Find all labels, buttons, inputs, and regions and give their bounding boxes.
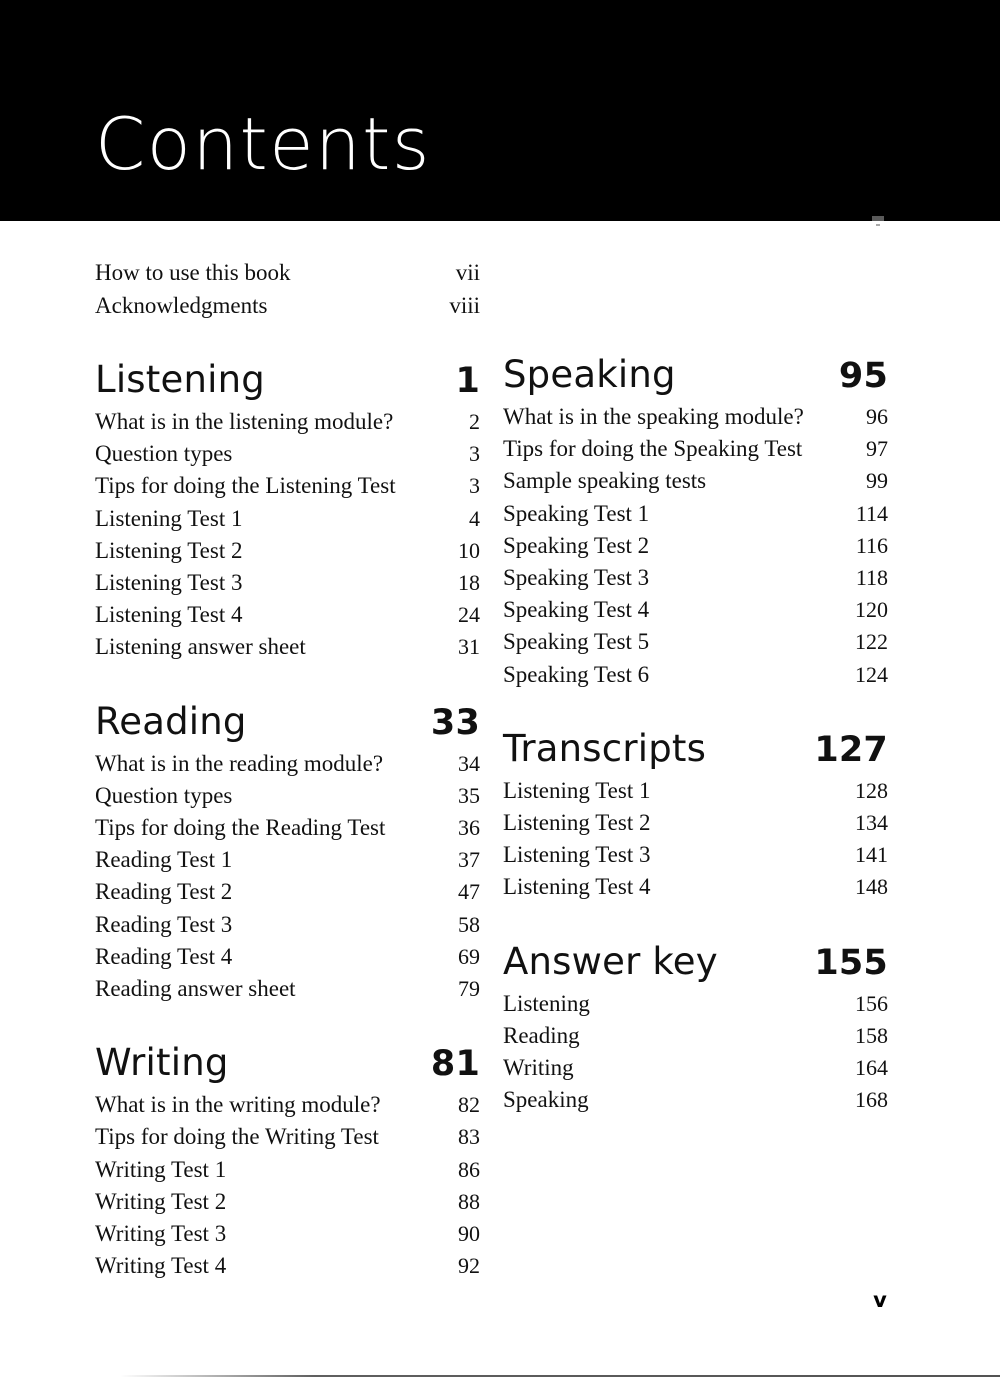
toc-entry-label-listening: Listening: [503, 990, 590, 1016]
toc-entry-page-number: 10: [458, 537, 480, 563]
toc-entry[interactable]: [95, 1186, 480, 1218]
toc-entry-page-number: 34: [458, 750, 480, 776]
scan-artifact-secondary: [876, 224, 880, 226]
toc-entry-label-speaking-test-3: Speaking Test 3: [503, 565, 650, 591]
section-heading-label: Transcripts: [503, 726, 707, 770]
section-heading-label: Writing: [95, 1041, 229, 1085]
toc-entry[interactable]: [95, 535, 480, 567]
toc-entry-page-number: 86: [458, 1156, 480, 1182]
toc-entry[interactable]: [95, 909, 480, 941]
toc-entry[interactable]: [503, 659, 888, 691]
toc-entry[interactable]: [503, 1052, 888, 1084]
toc-entry-label-reading-test-1: Reading Test 1: [95, 847, 233, 873]
toc-column-right: [503, 353, 888, 1116]
toc-entry[interactable]: [503, 988, 888, 1020]
toc-entry-page-number: 24: [458, 602, 480, 628]
section-heading-page-number: 95: [838, 356, 888, 396]
toc-entry-page-number: 69: [458, 943, 480, 969]
toc-entry-label-listening-test-2: Listening Test 2: [503, 810, 651, 836]
toc-entry-label-what-is-in-the-listening-module: What is in the listening module?: [95, 409, 394, 434]
frontmatter-page-number: vii: [455, 260, 480, 285]
toc-entry-page-number: 47: [458, 879, 480, 905]
toc-entry-label-question-types: Question types: [95, 782, 233, 808]
toc-entry[interactable]: [503, 594, 888, 626]
toc-entry[interactable]: [503, 530, 888, 562]
toc-entry-page-number: 3: [469, 473, 480, 499]
toc-entry[interactable]: [95, 876, 480, 908]
toc-entry-page-number: 92: [458, 1253, 480, 1279]
toc-entry-page-number: 114: [855, 500, 888, 526]
toc-entry-page-number: 3: [469, 441, 480, 467]
toc-entry-page-number: 18: [458, 570, 480, 596]
toc-entry-label-listening-test-4: Listening Test 4: [95, 602, 243, 628]
section-heading-label: Speaking: [503, 353, 676, 396]
toc-entry[interactable]: [95, 1121, 480, 1153]
toc-entry-label-speaking-test-2: Speaking Test 2: [503, 532, 650, 558]
masthead-band: [0, 0, 1000, 221]
toc-entry-label-speaking-test-1: Speaking Test 1: [503, 500, 650, 526]
toc-entry[interactable]: [503, 1020, 888, 1052]
frontmatter-label-acknowledgments: Acknowledgments: [95, 293, 268, 318]
toc-entry-label-tips-for-doing-the-listening-test: Tips for doing the Listening Test: [95, 473, 396, 499]
toc-entry-label-writing-test-3: Writing Test 3: [95, 1221, 227, 1247]
toc-entry-label-writing-test-1: Writing Test 1: [95, 1156, 227, 1182]
toc-entry[interactable]: [95, 503, 480, 535]
toc-entry-page-number: 99: [866, 468, 888, 494]
toc-entry-page-number: 58: [458, 911, 480, 937]
toc-entry[interactable]: [95, 599, 480, 631]
toc-entry-label-what-is-in-the-reading-module: What is in the reading module?: [95, 750, 384, 776]
section-heading-label: Listening: [95, 358, 265, 401]
toc-section-transcripts: [503, 727, 888, 904]
toc-section-answer-key: [503, 940, 888, 1117]
section-heading-page-number: 81: [430, 1044, 480, 1085]
toc-entry-label-sample-speaking-tests: Sample speaking tests: [503, 468, 707, 494]
toc-entry-page-number: 35: [458, 782, 480, 808]
toc-entry-label-reading: Reading: [503, 1022, 580, 1048]
frontmatter-label-how-to-use-this-book: How to use this book: [95, 260, 291, 285]
toc-entry-label-tips-for-doing-the-speaking-test: Tips for doing the Speaking Test: [503, 436, 803, 462]
toc-entry[interactable]: [95, 812, 480, 844]
toc-entry-label-writing-test-4: Writing Test 4: [95, 1253, 227, 1279]
section-heading-page-number: 1: [455, 361, 480, 401]
toc-entry-page-number: 120: [855, 597, 888, 623]
frontmatter-row[interactable]: [95, 256, 480, 289]
frontmatter-row[interactable]: [95, 289, 480, 322]
toc-entry[interactable]: [95, 941, 480, 973]
toc-entry-page-number: 36: [458, 815, 480, 841]
toc-entry-label-reading-test-3: Reading Test 3: [95, 911, 233, 937]
toc-entry[interactable]: [95, 780, 480, 812]
toc-entry[interactable]: [95, 973, 480, 1005]
section-heading-row[interactable]: [95, 1041, 480, 1086]
page-title: Contents: [95, 102, 431, 186]
toc-entry[interactable]: [95, 438, 480, 470]
toc-entry-page-number: 164: [855, 1055, 888, 1081]
toc-entry-label-listening-test-3: Listening Test 3: [503, 842, 651, 868]
toc-entry-page-number: 156: [855, 990, 888, 1016]
toc-entry-page-number: 90: [458, 1221, 480, 1247]
toc-entry-label-listening-test-2: Listening Test 2: [95, 537, 243, 563]
toc-entry[interactable]: [95, 567, 480, 599]
toc-entry-label-speaking-test-4: Speaking Test 4: [503, 597, 650, 623]
section-heading-label: Answer key: [503, 939, 718, 983]
section-heading-row[interactable]: [95, 358, 480, 403]
toc-entry-label-reading-test-2: Reading Test 2: [95, 879, 233, 905]
toc-entry-label-what-is-in-the-writing-module: What is in the writing module?: [95, 1092, 381, 1118]
toc-entry-label-reading-test-4: Reading Test 4: [95, 943, 233, 969]
section-heading-row[interactable]: [503, 353, 888, 398]
toc-entry-page-number: 124: [855, 661, 888, 687]
toc-entry-page-number: 118: [855, 565, 888, 591]
toc-entry-page-number: 96: [866, 404, 888, 429]
toc-entry-page-number: 88: [458, 1188, 480, 1214]
toc-entry-page-number: 116: [855, 532, 888, 558]
toc-entry-page-number: 2: [469, 409, 480, 434]
toc-entry-page-number: 97: [866, 436, 888, 462]
section-heading-row[interactable]: [95, 700, 480, 745]
toc-entry[interactable]: [95, 631, 480, 663]
toc-entry-label-tips-for-doing-the-writing-test: Tips for doing the Writing Test: [95, 1124, 379, 1150]
section-heading-row[interactable]: [503, 940, 888, 985]
toc-entry-label-listening-test-3: Listening Test 3: [95, 570, 243, 596]
toc-entry-page-number: 134: [855, 810, 888, 836]
toc-section-speaking: [503, 353, 888, 691]
toc-entry-label-listening-answer-sheet: Listening answer sheet: [95, 634, 306, 660]
toc-entry[interactable]: [95, 470, 480, 502]
toc-entry-page-number: 83: [458, 1124, 480, 1150]
toc-entry[interactable]: [503, 626, 888, 658]
toc-entry[interactable]: [95, 1089, 480, 1121]
toc-section-reading: [95, 700, 480, 1006]
toc-entry[interactable]: [503, 562, 888, 594]
toc-entry-page-number: 31: [458, 634, 480, 660]
toc-entry-label-writing-test-2: Writing Test 2: [95, 1188, 227, 1214]
page-folio: v: [873, 1288, 887, 1312]
toc-section-listening: [95, 358, 480, 664]
toc-entry[interactable]: [95, 406, 480, 438]
toc-entry-label-reading-answer-sheet: Reading answer sheet: [95, 976, 296, 1002]
toc-entry[interactable]: [503, 1084, 888, 1116]
frontmatter-list: [95, 256, 480, 322]
toc-entry-label-listening-test-1: Listening Test 1: [503, 777, 651, 803]
toc-entry[interactable]: [95, 748, 480, 780]
toc-entry-label-writing: Writing: [503, 1055, 574, 1081]
toc-entry-label-listening-test-1: Listening Test 1: [95, 505, 243, 531]
toc-entry[interactable]: [503, 498, 888, 530]
toc-entry-label-speaking: Speaking: [503, 1087, 589, 1113]
section-heading-label: Reading: [95, 699, 247, 743]
toc-entry[interactable]: [503, 775, 888, 807]
toc-entry-page-number: 37: [458, 847, 480, 873]
toc-entry-label-speaking-test-5: Speaking Test 5: [503, 629, 650, 655]
toc-entry[interactable]: [95, 1154, 480, 1186]
toc-column-left: [95, 358, 480, 1282]
scan-edge-line: [120, 1375, 1000, 1377]
toc-entry-label-speaking-test-6: Speaking Test 6: [503, 661, 650, 687]
toc-entry[interactable]: [95, 1250, 480, 1282]
section-heading-row[interactable]: [503, 727, 888, 772]
toc-entry-label-what-is-in-the-speaking-module: What is in the speaking module?: [503, 404, 804, 429]
toc-section-writing: [95, 1041, 480, 1282]
toc-entry-page-number: 82: [458, 1092, 480, 1118]
frontmatter-page-number: viii: [449, 293, 480, 318]
toc-entry-label-listening-test-4: Listening Test 4: [503, 874, 651, 900]
toc-entry[interactable]: [503, 807, 888, 839]
toc-entry-page-number: 122: [855, 629, 888, 655]
toc-entry[interactable]: [503, 871, 888, 903]
toc-entry-page-number: 4: [469, 505, 480, 531]
toc-entry[interactable]: [503, 433, 888, 465]
toc-entry-page-number: 168: [855, 1087, 888, 1113]
toc-entry-page-number: 148: [855, 874, 888, 900]
toc-entry-page-number: 128: [855, 777, 888, 803]
toc-entry-label-question-types: Question types: [95, 441, 233, 467]
section-heading-page-number: 33: [430, 702, 480, 743]
toc-entry[interactable]: [503, 839, 888, 871]
toc-entry-label-tips-for-doing-the-reading-test: Tips for doing the Reading Test: [95, 815, 386, 841]
toc-entry[interactable]: [503, 401, 888, 433]
scan-artifact: [872, 216, 884, 221]
toc-entry[interactable]: [95, 1218, 480, 1250]
toc-entry[interactable]: [95, 844, 480, 876]
toc-entry[interactable]: [503, 465, 888, 497]
toc-entry-page-number: 141: [855, 842, 888, 868]
toc-entry-page-number: 79: [458, 976, 480, 1002]
section-heading-page-number: 127: [814, 729, 888, 770]
section-heading-page-number: 155: [814, 942, 888, 983]
toc-entry-page-number: 158: [855, 1022, 888, 1048]
